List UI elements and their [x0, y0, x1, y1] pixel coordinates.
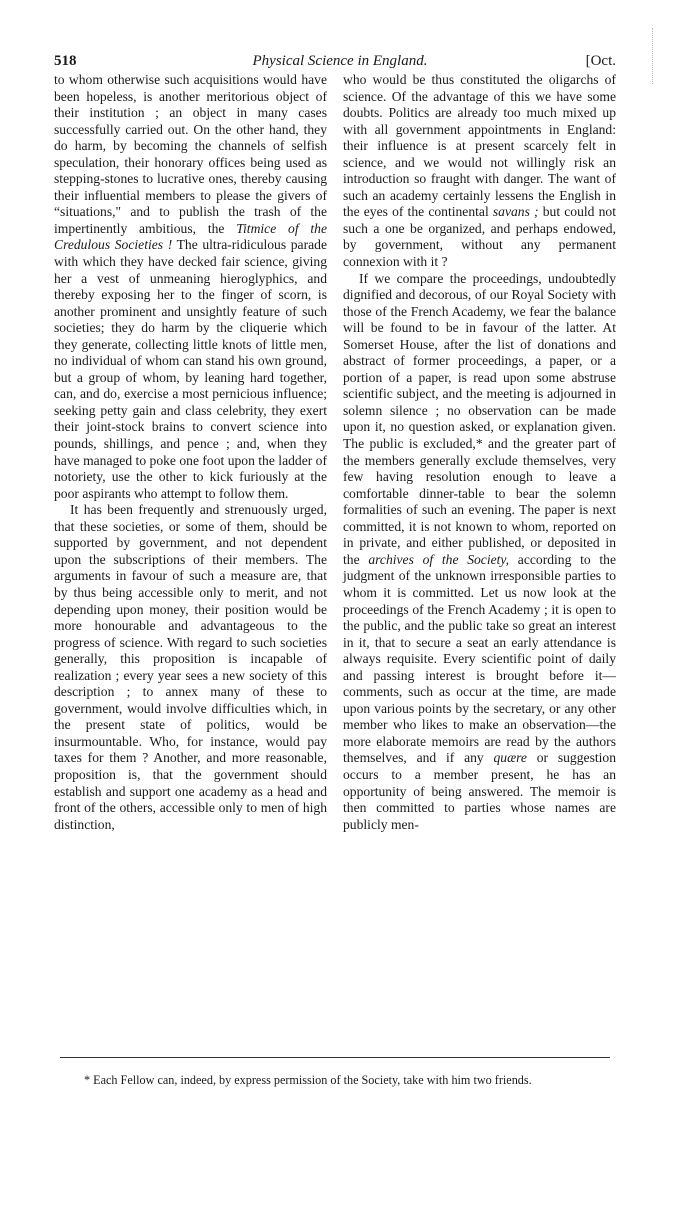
paragraph: It has been frequently and strenuously urged, that these societies, or some of them, should be supported by government, and not dependent upon the subscriptions of their members. The arguments in favour of such a measure are, that by thus being accessible only to merit, and not depending upon money, their position would be more honourable and advantageous to the progress of science. With regard to such societies generally, this proposition is incapable of realization ; every year sees a new society of this description ; to annex many of these to government, would involve difficulties which, in the present state of politics, would be insurmountable. Who, for instance, would pay taxes for them ? Another, and more reasonable, proposition is, that the government should establish and support one academy as a head and front of the others, accessible only to men of high distinction,	[54, 502, 327, 832]
paragraph	[343, 72, 616, 271]
margin-scan-mark	[652, 28, 653, 84]
text-columns	[54, 72, 616, 833]
text-run: who would be thus constituted the oligarchs of science. Of the advantage of this we have some doubts. Politics are already too much mixed up with all government appointments in England: their influence is at present scarcely felt in science, and we would not willingly risk an introduction so fraught with danger. The want of such an academy certainly lessens the English in the eyes of the continental	[343, 72, 616, 220]
italic-text: Titmice of the Credulous Societies !	[54, 220, 327, 253]
running-head	[54, 52, 616, 70]
text-run: according to the judgment of the unknown irresponsible parties to whom it is committed. Let us now look at the proceedings of the French Academy ; it is open to the public, and the public take so great an interest in it, that to secure a seat an early attendance is always requisite. Every scientific point of daily and passing interest is brought before it—comments, such as occur at the time, are made upon various points by the secretary, or any other member who likes to make an observation—the more elaborate memoirs are read by the authors themselves, and if any	[343, 551, 616, 766]
text-run: or suggestion occurs to a member present, he has an opportunity of being answered. The memoir is then committed to parties whose names are publicly men-	[343, 750, 617, 832]
text-run: If we compare the proceedings, undoubtedly dignified and decorous, of our Royal Society with those of the French Academy, we fear the balance will be found to be in favour of the latter. At Somerset House, after the list of donations and abstract of former proceedings, a paper, or a portion of a paper, is read upon some abstruse scientific subject, and the meeting is adjourned in solemn silence ; no observation can be made upon it, no question asked, or explanation given. The public is excluded,* and the greater part of the members generally exclude themselves, very few having resolution enough to leave a comfortable dinner-table to bear the solemn formalities of such an evening. The paper is next committed, it is not known to whom, reported on in private, and either published, or deposited in the	[343, 270, 616, 567]
text-run: The ultra-ridiculous parade with which they have decked fair science, giving her a vest of unmeaning hieroglyphics, and thereby exposing her to the finger of scorn, is another prominent and unsightly feature of such societies; they do harm by the cliquerie which they generate, collecting little knots of little men, no individual of whom can stand his own ground, but a group of whom, by leaning hard together, can, and do, exercise a most pernicious influence; seeking petty gain and class celebrity, they exert their joint-stock brains to convert science into pounds, shillings, and pence ; and, when they have managed to poke one foot upon the ladder of notoriety, use the other to kick furiously at the poor aspirants who attempt to follow them.	[54, 237, 327, 501]
paragraph	[343, 271, 616, 834]
running-date: [Oct.	[585, 53, 616, 69]
left-column	[54, 72, 327, 833]
italic-text: archives of the Society,	[368, 551, 510, 567]
right-column	[343, 72, 616, 833]
footnote: * Each Fellow can, indeed, by express permission of the Society, take with him two friends.	[84, 1073, 532, 1087]
text-run: but could not such a one be organized, and perhaps endowed, by government, without any permanent connexion with it ?	[343, 204, 616, 270]
paragraph	[54, 72, 327, 502]
book-page	[54, 52, 616, 833]
italic-text: savans ;	[492, 204, 539, 220]
italic-text: quære	[493, 750, 527, 766]
page-number: 518	[54, 53, 77, 69]
text-run: to whom otherwise such acquisitions would have been hopeless, is another meritorious object of their institution ; an object in many cases successfully carried out. On the other hand, they do harm, by becoming the channels of selfish speculation, their honorary offices being used as stepping-stones to lucrative ones, thereby causing their influential members to please the givers of “situations," and to publish the trash of the impertinently ambitious, the	[54, 72, 327, 236]
running-title: Physical Science in England.	[252, 53, 428, 69]
footnote-divider	[60, 1057, 610, 1058]
